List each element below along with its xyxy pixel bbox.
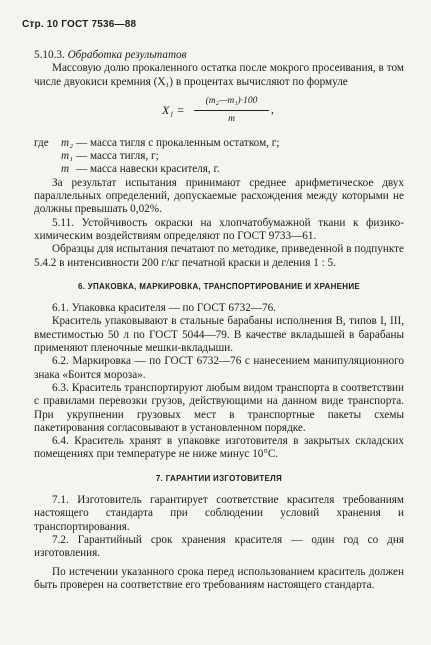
- section-5-10-3-heading: [34, 49, 404, 62]
- paragraph-7-2: 7.2. Гарантийный срок хранения красителя — один год со дня изготовления.: [34, 533, 404, 560]
- formula-definitions: [34, 137, 404, 177]
- definition-text: — масса навески красителя, г.: [76, 163, 220, 176]
- section-6-heading: 6. УПАКОВКА, МАРКИРОВКА, ТРАНСПОРТИРОВАНИЕ И ХРАНЕНИЕ: [77, 281, 361, 291]
- formula-lhs: X₁ =: [162, 102, 185, 117]
- paragraph-expiry: По истечении указанного срока перед использованием краситель должен быть проверен на соответствие его требованиям настоящего стандарта.: [34, 565, 404, 591]
- page-header: Стр. 10 ГОСТ 7536—88: [22, 19, 137, 30]
- paragraph-7-1: 7.1. Изготовитель гарантирует соответствие красителя требованиям настоящего стандарта при соблюдении условий хранения и транспортирования.: [34, 494, 404, 533]
- paragraph-6-4: 6.4. Краситель хранят в упаковке изготовителя в закрытых складских помещениях при температуре не ниже минус 10°С.: [34, 435, 404, 461]
- paragraph-result: За результат испытания принимают среднее арифметическое двух параллельных определений, допускаемые расхождения между которыми не должны превышать 0,02%.: [34, 176, 404, 216]
- definition-m1: [34, 150, 404, 163]
- formula: [34, 93, 404, 131]
- definition-m: [34, 163, 404, 176]
- formula-comma: ,: [271, 103, 274, 116]
- paragraph-samples: Образцы для испытания печатают по методике, приведенной в подпункте 5.4.2 в интенсивности 200 г/кг печатной краски и деления 1 : 5.: [34, 243, 404, 269]
- formula-fraction: [194, 95, 269, 127]
- paragraph-5-11: 5.11. Устойчивость окраски на хлопчатобумажной ткани к физико-химическим воздействиям определяют по ГОСТ 9733—61.: [34, 216, 404, 242]
- definition-text: — масса тигля, г;: [76, 150, 159, 163]
- definition-symbol: m₁: [61, 150, 73, 163]
- definition-symbol: m₂: [61, 136, 73, 149]
- definition-lead: где: [34, 136, 49, 149]
- formula-numerator: (m₂—m₁)·100: [194, 95, 269, 111]
- paragraph-6-3: 6.3. Краситель транспортируют любым видом транспорта в соответствии с правилами перевозки грузов, действующими на данном виде транспорта. При укрупнении грузовых мест в транспортные пакеты схемы пакетирования согласовывают в установленном порядке.: [34, 381, 404, 434]
- definition-symbol: m: [61, 163, 70, 176]
- paragraph-packing: Краситель упаковывают в стальные барабаны исполнения В, типов I, III, вместимостью 50 л по ГОСТ 5044—79. В качестве вкладышей в барабаны применяют пленочные мешки-вкладыши.: [34, 315, 404, 355]
- paragraph-6-1: 6.1. Упаковка красителя — по ГОСТ 6732—76.: [52, 302, 276, 315]
- clause-title: Обработка результатов: [67, 49, 187, 61]
- clause-number: 5.10.3.: [34, 49, 65, 61]
- definition-text: — масса тигля с прокаленным остатком, г;: [76, 136, 280, 149]
- formula-denominator: m: [228, 114, 235, 125]
- paragraph-mass-fraction: Массовую долю прокаленного остатка после мокрого просеивания, в том числе двуокиси кремния (X₁) в процентах вычисляют по формуле: [34, 62, 404, 88]
- page-content: [34, 49, 404, 592]
- paragraph-6-2: 6.2. Маркировка — по ГОСТ 6732—76 с нанесением манипуляционного знака «Боится мороза».: [34, 355, 404, 381]
- definition-m2: [34, 137, 404, 150]
- section-7-heading: 7. ГАРАНТИИ ИЗГОТОВИТЕЛЯ: [155, 473, 283, 483]
